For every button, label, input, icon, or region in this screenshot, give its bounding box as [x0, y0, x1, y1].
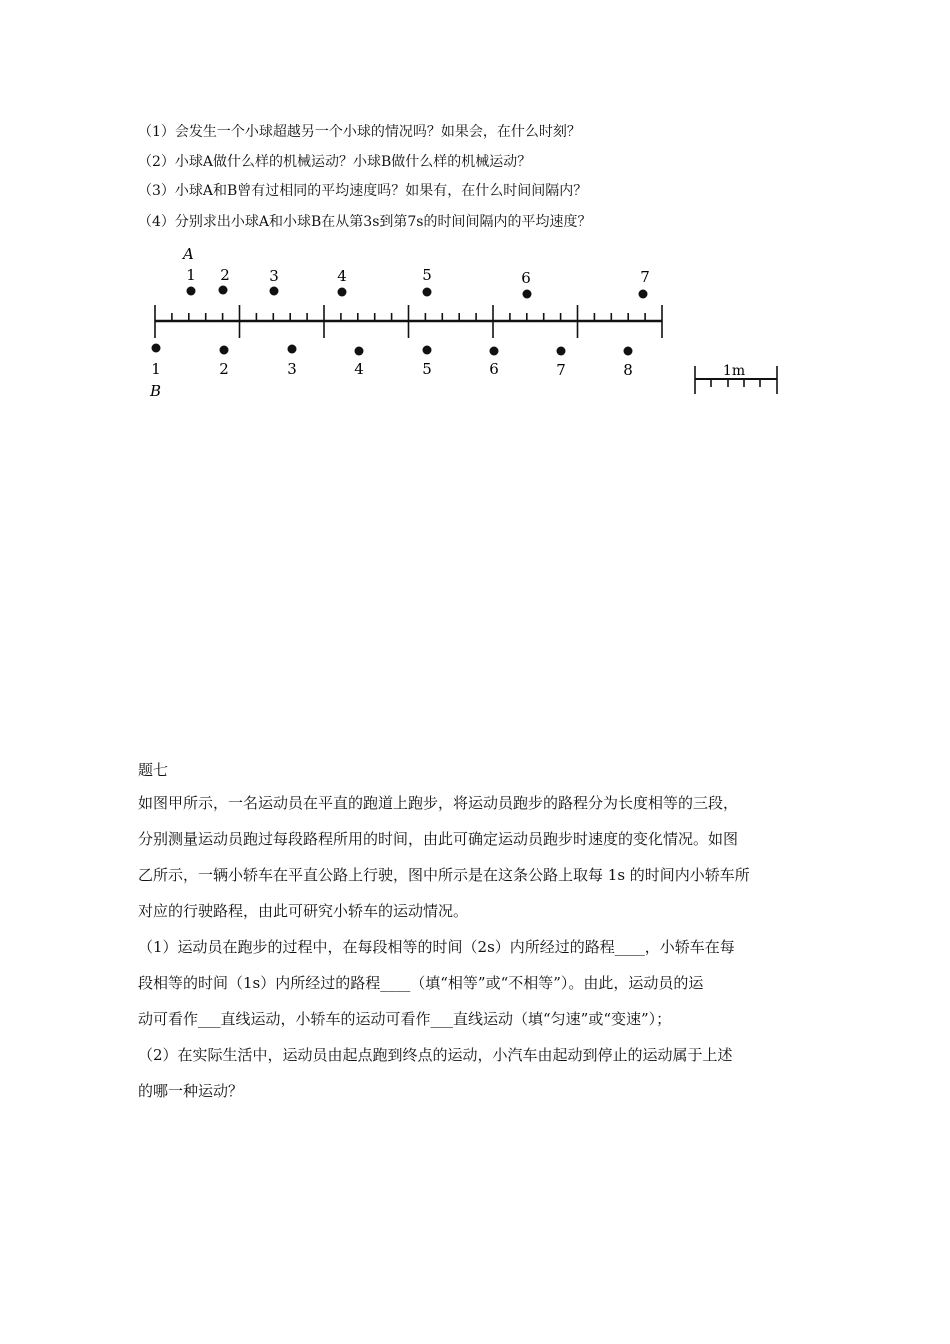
- b-ball-1: [152, 344, 161, 353]
- ball-motion-figure: [0, 0, 950, 420]
- question-3: （3）小球A和B曾有过相同的平均速度吗？如果有，在什么时间间隔内？: [138, 183, 588, 199]
- b-label-4: 4: [354, 360, 364, 378]
- scale-label: 1m: [722, 363, 746, 379]
- paragraph-line: 乙所示，一辆小轿车在平直公路上行驶，图中所示是在这条公路上取每 1s 的时间内小轿车所: [138, 866, 750, 884]
- a-label-5: 5: [422, 266, 432, 284]
- b-ball-4: [355, 347, 364, 356]
- question-1: （1）会发生一个小球超越另一个小球的情况吗？如果会，在什么时刻？: [138, 124, 581, 140]
- problem-paragraph: [138, 785, 818, 1109]
- a-ball-1: [187, 287, 196, 296]
- paragraph-line: 动可看作___直线运动，小轿车的运动可看作___直线运动（填“匀速”或“变速”）；: [138, 1010, 672, 1028]
- b-label-7: 7: [556, 361, 566, 379]
- b-label-2: 2: [219, 360, 229, 378]
- a-ball-3: [270, 287, 279, 296]
- b-ball-3: [288, 345, 297, 354]
- series-b: [151, 344, 633, 380]
- b-ball-2: [220, 346, 229, 355]
- paragraph-line: （1）运动员在跑步的过程中，在每段相等的时间（2s）内所经过的路程____，小轿车在每: [138, 938, 735, 956]
- a-label-7: 7: [640, 268, 650, 286]
- paragraph-line: 分别测量运动员跑过每段路程所用的时间，由此可确定运动员跑步时速度的变化情况。如图: [138, 830, 739, 848]
- b-ball-5: [423, 346, 432, 355]
- b-ball-8: [624, 347, 633, 356]
- question-2: （2）小球A做什么样的机械运动？小球B做什么样的机械运动？: [138, 154, 532, 170]
- a-ball-6: [523, 290, 532, 299]
- a-label-4: 4: [337, 267, 347, 285]
- a-ball-7: [639, 290, 648, 299]
- paragraph-line: 的哪一种运动？: [138, 1082, 244, 1100]
- a-ball-2: [219, 286, 228, 295]
- paragraph-line: 对应的行驶路程，由此可研究小轿车的运动情况。: [138, 902, 469, 920]
- a-ball-4: [338, 288, 347, 297]
- question-4: （4）分别求出小球A和小球B在从第3s到第7s的时间间隔内的平均速度？: [138, 214, 592, 230]
- label-a: A: [183, 245, 194, 263]
- b-label-8: 8: [623, 361, 633, 379]
- b-ball-7: [557, 347, 566, 356]
- series-a: [186, 266, 650, 299]
- label-b: B: [150, 382, 162, 400]
- a-label-6: 6: [521, 269, 531, 287]
- a-label-2: 2: [220, 266, 230, 284]
- b-ball-6: [490, 347, 499, 356]
- paragraph-line: 如图甲所示，一名运动员在平直的跑道上跑步，将运动员跑步的路程分为长度相等的三段，: [138, 794, 739, 812]
- paragraph-line: 段相等的时间（1s）内所经过的路程____（填“相等”或“不相等”）。由此，运动员的运: [138, 974, 704, 992]
- paragraph-line: （2）在实际生活中，运动员由起点跑到终点的运动，小汽车由起动到停止的运动属于上述: [138, 1046, 733, 1064]
- a-label-3: 3: [269, 267, 279, 285]
- b-label-1: 1: [151, 360, 161, 378]
- a-label-1: 1: [186, 266, 196, 284]
- b-label-3: 3: [287, 360, 297, 378]
- b-label-5: 5: [422, 360, 432, 378]
- b-label-6: 6: [489, 360, 499, 378]
- a-ball-5: [423, 288, 432, 297]
- section-title: 题七: [138, 761, 169, 779]
